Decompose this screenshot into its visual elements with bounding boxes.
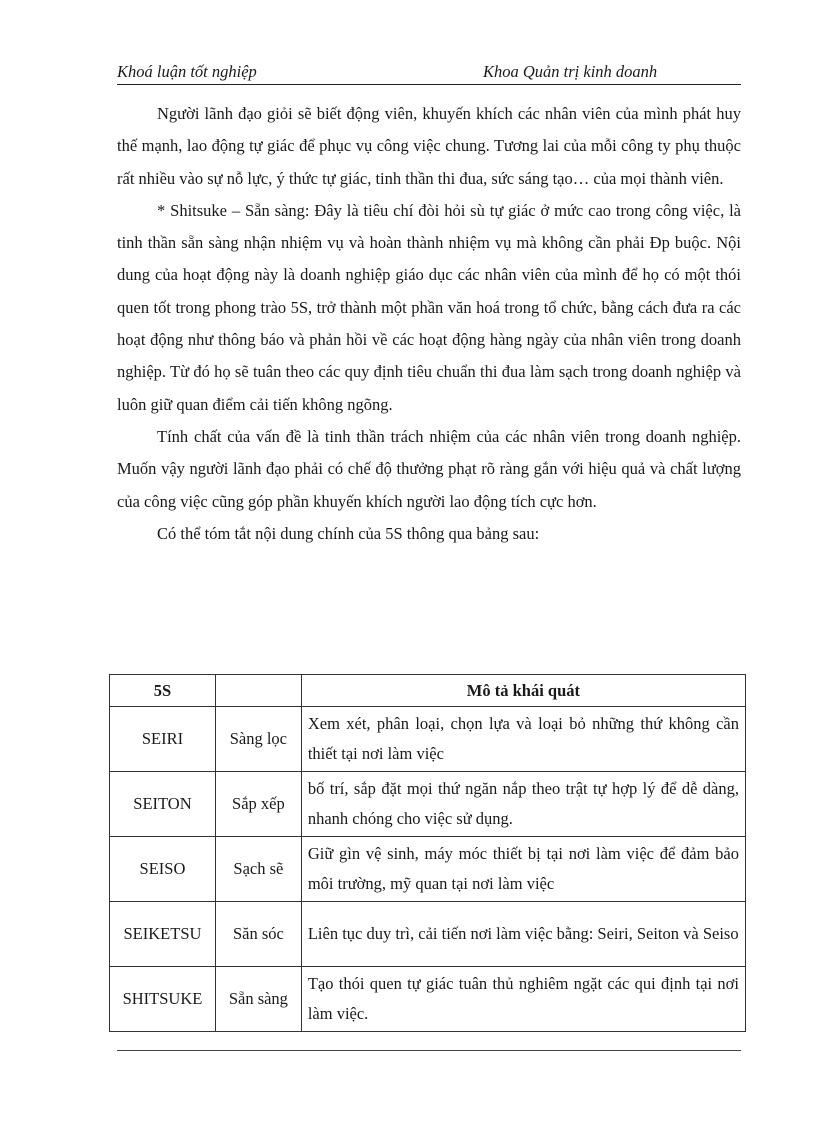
5s-summary-table bbox=[109, 674, 746, 1032]
header-blank bbox=[215, 675, 301, 707]
cell-code: SEIKETSU bbox=[110, 902, 216, 967]
cell-code: SEITON bbox=[110, 772, 216, 837]
cell-code: SEISO bbox=[110, 837, 216, 902]
cell-name: Sẵn sàng bbox=[215, 967, 301, 1032]
header-faculty: Khoa Quản trị kinh doanh bbox=[483, 62, 658, 81]
paragraph-shitsuke: * Shitsuke – Sẵn sàng: Đây là tiêu chí đòi hỏi sù tự giác ở mức cao trong công việc, là tinh thần sẵn sàng nhận nhiệm vụ và hoàn thành nhiệm vụ mà không cần phải Ðp buộc. Nội dung của hoạt động này là doanh nghiệp giáo dục các nhân viên của mình để họ có một thói quen tốt trong phong trào 5S, trở thành một phần văn hoá trong tổ chức, bằng cách đưa ra các hoạt động như thông báo và phản hồi về các hoạt động hàng ngày của nhân viên trong doanh nghiệp. Từ đó họ sẽ tuân theo các quy định tiêu chuẩn thi đua làm sạch trong doanh nghiệp và luôn giữ quan điểm cải tiến không ngõng. bbox=[117, 200, 741, 414]
cell-name: Săn sóc bbox=[215, 902, 301, 967]
paragraph-leadership: Người lãnh đạo giỏi sẽ biết động viên, khuyến khích các nhân viên của mình phát huy thế mạnh, lao động tự giác để phục vụ công việc chung. Tương lai của mỗi công ty phụ thuộc rất nhiều vào sự nỗ lực, ý thức tự giác, tinh thần thi đua, sức sáng tạo… của mọi thành viên. bbox=[117, 104, 741, 188]
table-row bbox=[110, 707, 746, 772]
table-row bbox=[110, 902, 746, 967]
cell-description: bố trí, sắp đặt mọi thứ ngăn nắp theo trật tự hợp lý để dễ dàng, nhanh chóng cho việc sử dụng. bbox=[301, 772, 745, 837]
cell-description: Liên tục duy trì, cải tiến nơi làm việc bằng: Seiri, Seiton và Seiso bbox=[301, 902, 745, 967]
cell-name: Sạch sẽ bbox=[215, 837, 301, 902]
header-description: Mô tả khái quát bbox=[301, 675, 745, 707]
cell-description: Tạo thói quen tự giác tuân thủ nghiêm ngặt các qui định tại nơi làm việc. bbox=[301, 967, 745, 1032]
header-5s: 5S bbox=[110, 675, 216, 707]
table-row bbox=[110, 837, 746, 902]
table-row bbox=[110, 772, 746, 837]
cell-code: SHITSUKE bbox=[110, 967, 216, 1032]
cell-code: SEIRI bbox=[110, 707, 216, 772]
table-row bbox=[110, 967, 746, 1032]
header-thesis-title: Khoá luận tốt nghiệp bbox=[117, 62, 257, 81]
cell-name: Sắp xếp bbox=[215, 772, 301, 837]
body-text bbox=[117, 98, 741, 550]
footer-divider bbox=[117, 1050, 741, 1051]
paragraph-responsibility: Tính chất của vấn đề là tinh thần trách nhiệm của các nhân viên trong doanh nghiệp. Muốn vậy người lãnh đạo phải có chế độ thưởng phạt rõ ràng gắn với hiệu quả và chất lượng của công việc cũng góp phần khuyến khích người lao động tích cực hơn. bbox=[117, 426, 741, 511]
cell-description: Xem xét, phân loại, chọn lựa và loại bỏ những thứ không cần thiết tại nơi làm việc bbox=[301, 707, 745, 772]
cell-description: Giữ gìn vệ sinh, máy móc thiết bị tại nơi làm việc để đảm bảo môi trường, mỹ quan tại nơi làm việc bbox=[301, 837, 745, 902]
table-header-row bbox=[110, 675, 746, 707]
paragraph-table-intro: Có thể tóm tắt nội dung chính của 5S thông qua bảng sau: bbox=[157, 523, 540, 543]
page-header bbox=[117, 62, 741, 85]
cell-name: Sàng lọc bbox=[215, 707, 301, 772]
